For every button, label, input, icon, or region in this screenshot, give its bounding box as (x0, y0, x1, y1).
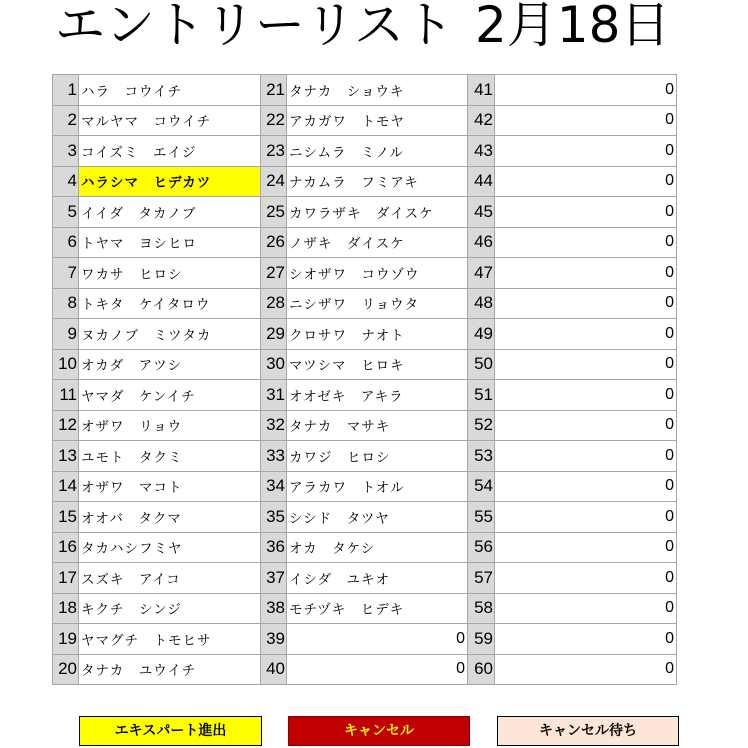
entry-name[interactable]: ハラシマ ヒデカツ (79, 166, 261, 197)
entry-name[interactable]: タナカ ショウキ (287, 75, 468, 106)
entry-name[interactable]: オカダ アツシ (79, 349, 261, 380)
entry-number: 5 (53, 197, 79, 228)
table-row (53, 349, 683, 380)
entry-number: 34 (261, 471, 287, 502)
entry-number: 45 (468, 197, 495, 228)
column-divider (677, 319, 683, 350)
entry-name[interactable]: キクチ シンジ (79, 593, 261, 624)
entry-number: 20 (53, 654, 79, 685)
entry-name[interactable]: ニシザワ リョウタ (287, 288, 468, 319)
column-divider (677, 227, 683, 258)
entry-number: 47 (468, 258, 495, 289)
column-divider (677, 166, 683, 197)
entry-number: 40 (261, 654, 287, 685)
entry-number: 44 (468, 166, 495, 197)
entry-number: 57 (468, 563, 495, 594)
column-divider (677, 654, 683, 685)
entry-number: 39 (261, 624, 287, 655)
entry-name[interactable]: オカ タケシ (287, 532, 468, 563)
table-row (53, 136, 683, 167)
entry-number: 16 (53, 532, 79, 563)
entry-name[interactable]: タナカ ユウイチ (79, 654, 261, 685)
entry-value[interactable]: 0 (495, 288, 677, 319)
entry-value[interactable]: 0 (495, 105, 677, 136)
table-row (53, 227, 683, 258)
entry-number: 8 (53, 288, 79, 319)
entry-name[interactable]: スズキ アイコ (79, 563, 261, 594)
entry-number: 48 (468, 288, 495, 319)
entry-value[interactable]: 0 (495, 380, 677, 411)
column-divider (677, 136, 683, 167)
entry-number: 11 (53, 380, 79, 411)
entry-value[interactable]: 0 (495, 563, 677, 594)
column-divider (677, 380, 683, 411)
entry-number: 49 (468, 319, 495, 350)
entry-number: 1 (53, 75, 79, 106)
page-title (55, 0, 695, 58)
entry-value[interactable]: 0 (495, 410, 677, 441)
entry-name[interactable]: ワカサ ヒロシ (79, 258, 261, 289)
entry-name[interactable]: カワジ ヒロシ (287, 441, 468, 472)
entry-number: 17 (53, 563, 79, 594)
entry-number: 14 (53, 471, 79, 502)
title-main: エントリーリスト (55, 0, 454, 54)
column-divider (677, 288, 683, 319)
entry-number: 51 (468, 380, 495, 411)
entry-number: 29 (261, 319, 287, 350)
column-divider (677, 624, 683, 655)
entry-name[interactable]: ユモト タクミ (79, 441, 261, 472)
entry-value[interactable]: 0 (287, 654, 468, 685)
table-row (53, 105, 683, 136)
entry-name[interactable]: マツシマ ヒロキ (287, 349, 468, 380)
entry-name[interactable]: トヤマ ヨシヒロ (79, 227, 261, 258)
entry-number: 55 (468, 502, 495, 533)
table-row (53, 75, 683, 106)
entry-name[interactable]: ノザキ ダイスケ (287, 227, 468, 258)
entry-name[interactable]: モチヅキ ヒデキ (287, 593, 468, 624)
entry-name[interactable]: アラカワ トオル (287, 471, 468, 502)
entry-number: 4 (53, 166, 79, 197)
entry-name[interactable]: オオゼキ アキラ (287, 380, 468, 411)
table-row (53, 258, 683, 289)
entry-number: 3 (53, 136, 79, 167)
entry-value[interactable]: 0 (495, 166, 677, 197)
entry-value[interactable]: 0 (495, 441, 677, 472)
entry-name[interactable]: ナカムラ フミアキ (287, 166, 468, 197)
entry-number: 50 (468, 349, 495, 380)
entry-number: 59 (468, 624, 495, 655)
entry-name[interactable]: コイズミ エイジ (79, 136, 261, 167)
entry-table (52, 74, 683, 685)
table-row (53, 532, 683, 563)
table-row (53, 441, 683, 472)
entry-number: 54 (468, 471, 495, 502)
table-row (53, 593, 683, 624)
table-row (53, 319, 683, 350)
entry-name[interactable]: トキタ ケイタロウ (79, 288, 261, 319)
entry-name[interactable]: ヤマダ ケンイチ (79, 380, 261, 411)
entry-number: 6 (53, 227, 79, 258)
column-divider (677, 105, 683, 136)
table-row (53, 502, 683, 533)
entry-number: 30 (261, 349, 287, 380)
entry-number: 15 (53, 502, 79, 533)
entry-value[interactable]: 0 (495, 624, 677, 655)
table-row (53, 654, 683, 685)
legend-expert: エキスパート進出 (79, 716, 262, 746)
entry-number: 12 (53, 410, 79, 441)
table-row (53, 166, 683, 197)
entry-number: 37 (261, 563, 287, 594)
column-divider (677, 471, 683, 502)
entry-name[interactable]: シオザワ コウゾウ (287, 258, 468, 289)
entry-number: 28 (261, 288, 287, 319)
entry-name[interactable]: カワラザキ ダイスケ (287, 197, 468, 228)
entry-name[interactable]: クロサワ ナオト (287, 319, 468, 350)
entry-number: 27 (261, 258, 287, 289)
entry-number: 7 (53, 258, 79, 289)
entry-value[interactable]: 0 (495, 319, 677, 350)
entry-name[interactable]: タナカ マサキ (287, 410, 468, 441)
entry-name[interactable]: ニシムラ ミノル (287, 136, 468, 167)
entry-number: 22 (261, 105, 287, 136)
entry-number: 56 (468, 532, 495, 563)
column-divider (677, 197, 683, 228)
entry-name[interactable]: ヤマグチ トモヒサ (79, 624, 261, 655)
entry-name[interactable]: オオバ タクマ (79, 502, 261, 533)
legend-cancel-waiting: キャンセル待ち (497, 716, 679, 746)
column-divider (677, 258, 683, 289)
column-divider (677, 349, 683, 380)
entry-number: 42 (468, 105, 495, 136)
column-divider (677, 441, 683, 472)
entry-number: 25 (261, 197, 287, 228)
table-row (53, 380, 683, 411)
entry-number: 24 (261, 166, 287, 197)
entry-number: 46 (468, 227, 495, 258)
entry-number: 21 (261, 75, 287, 106)
entry-number: 38 (261, 593, 287, 624)
entry-number: 36 (261, 532, 287, 563)
entry-name[interactable]: ハラ コウイチ (79, 75, 261, 106)
entry-value[interactable]: 0 (495, 532, 677, 563)
entry-value[interactable]: 0 (495, 227, 677, 258)
entry-name[interactable]: イシダ ユキオ (287, 563, 468, 594)
entry-name[interactable]: イイダ タカノブ (79, 197, 261, 228)
entry-number: 19 (53, 624, 79, 655)
entry-value[interactable]: 0 (495, 197, 677, 228)
entry-number: 10 (53, 349, 79, 380)
entry-number: 60 (468, 654, 495, 685)
entry-value[interactable]: 0 (495, 136, 677, 167)
entry-number: 41 (468, 75, 495, 106)
table-row (53, 410, 683, 441)
column-divider (677, 532, 683, 563)
table-row (53, 197, 683, 228)
entry-number: 9 (53, 319, 79, 350)
entry-number: 35 (261, 502, 287, 533)
entry-number: 31 (261, 380, 287, 411)
entry-number: 32 (261, 410, 287, 441)
entry-name[interactable]: シシド タツヤ (287, 502, 468, 533)
entry-number: 58 (468, 593, 495, 624)
entry-name[interactable]: オザワ リョウ (79, 410, 261, 441)
entry-number: 43 (468, 136, 495, 167)
entry-list-sheet (52, 74, 682, 685)
entry-name[interactable]: タカハシフミヤ (79, 532, 261, 563)
entry-value[interactable]: 0 (495, 593, 677, 624)
table-row (53, 624, 683, 655)
entry-name[interactable]: アカガワ トモヤ (287, 105, 468, 136)
entry-name[interactable]: ヌカノブ ミツタカ (79, 319, 261, 350)
entry-value[interactable]: 0 (287, 624, 468, 655)
table-row (53, 563, 683, 594)
entry-number: 26 (261, 227, 287, 258)
entry-number: 33 (261, 441, 287, 472)
entry-value[interactable]: 0 (495, 502, 677, 533)
entry-name[interactable]: オザワ マコト (79, 471, 261, 502)
entry-number: 2 (53, 105, 79, 136)
entry-value[interactable]: 0 (495, 654, 677, 685)
entry-number: 53 (468, 441, 495, 472)
entry-name[interactable]: マルヤマ コウイチ (79, 105, 261, 136)
column-divider (677, 502, 683, 533)
entry-number: 23 (261, 136, 287, 167)
entry-number: 52 (468, 410, 495, 441)
entry-value[interactable]: 0 (495, 471, 677, 502)
entry-value[interactable]: 0 (495, 75, 677, 106)
legend-cancel: キャンセル (288, 716, 470, 746)
entry-number: 13 (53, 441, 79, 472)
table-row (53, 288, 683, 319)
entry-value[interactable]: 0 (495, 349, 677, 380)
column-divider (677, 563, 683, 594)
title-date: 2月18日 (475, 0, 671, 54)
entry-value[interactable]: 0 (495, 258, 677, 289)
table-row (53, 471, 683, 502)
column-divider (677, 593, 683, 624)
column-divider (677, 410, 683, 441)
column-divider (677, 75, 683, 106)
entry-number: 18 (53, 593, 79, 624)
